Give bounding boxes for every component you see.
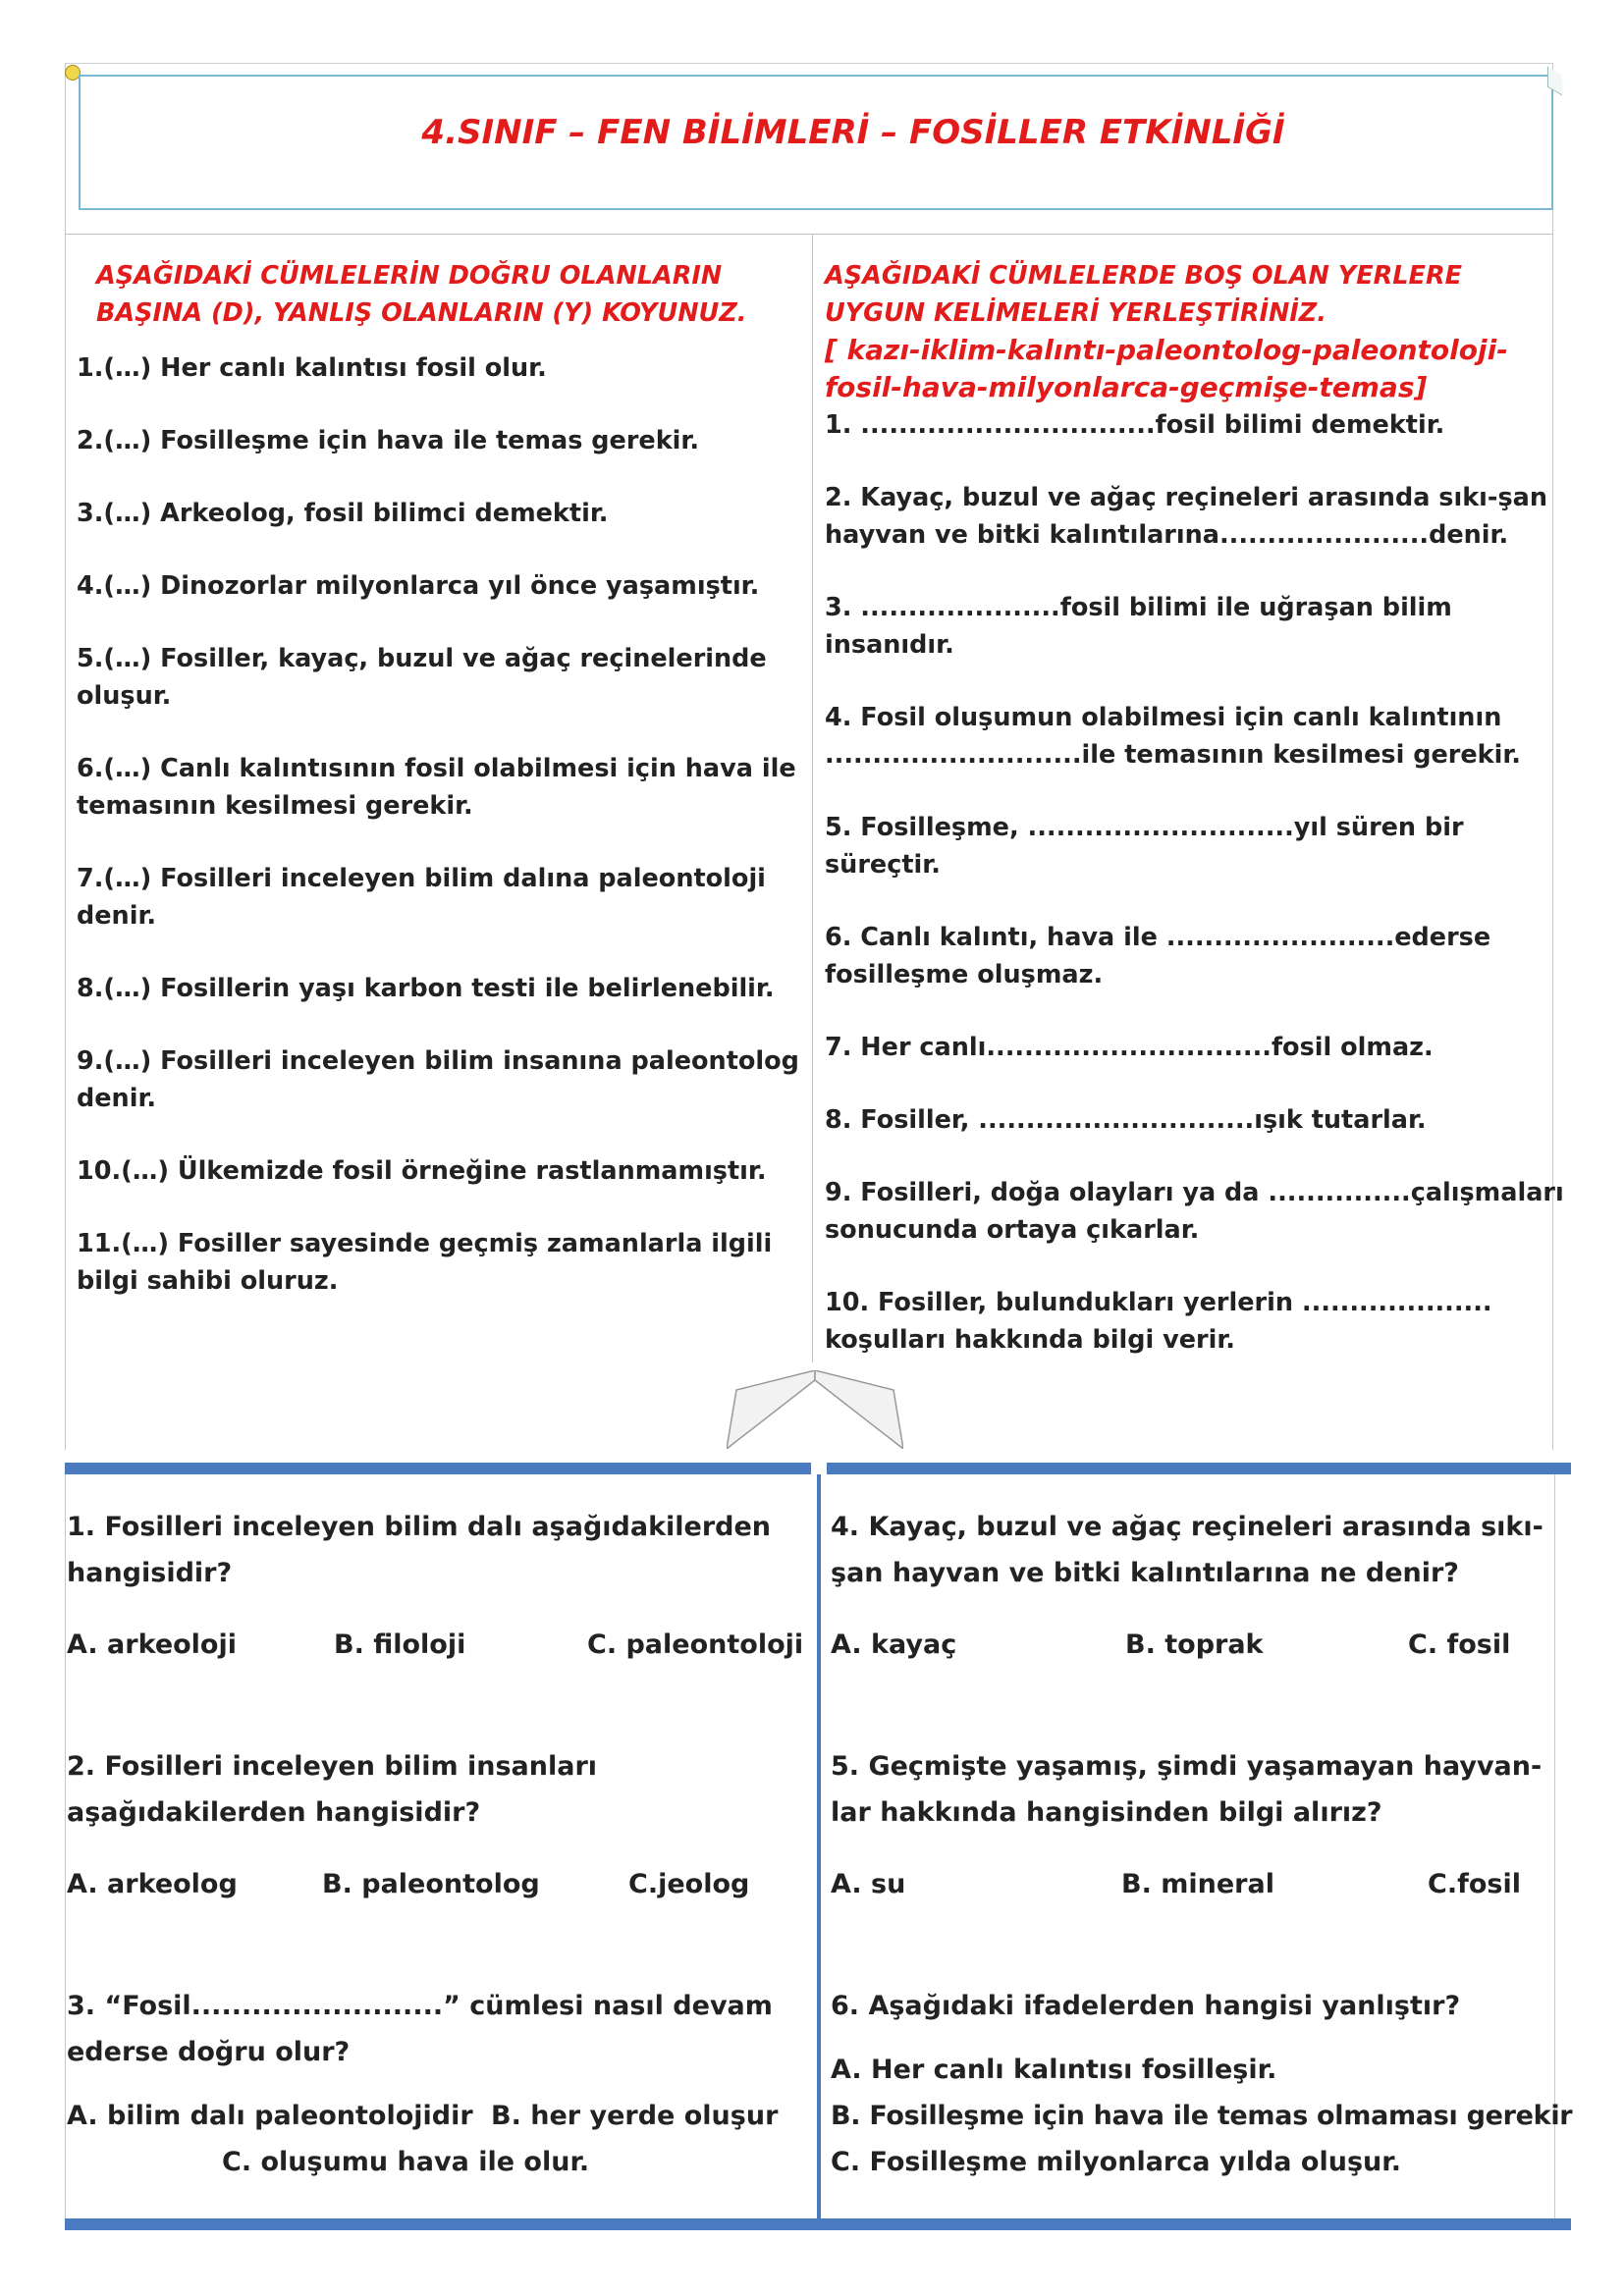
question-text: 6. Aşağıdaki ifadelerden hangisi yanlıştır? xyxy=(831,1991,1461,2021)
true-false-instruction: AŞAĞIDAKİ CÜMLELERİN DOĞRU OLANLARIN BAŞINA (D), YANLIŞ OLANLARIN (Y) KOYUNUZ. xyxy=(96,261,747,328)
fill-blank-item[interactable]: 1. ...............................fosil bilimi demektir. xyxy=(825,410,1445,440)
fill-blank-item[interactable]: 10. Fosiller, bulundukları yerlerin .................... koşulları hakkında bilgi verir. xyxy=(825,1288,1492,1355)
fill-blank-item[interactable]: 4. Fosil oluşumun olabilmesi için canlı kalıntının ...........................ile temasının kesilmesi gerekir. xyxy=(825,703,1521,770)
fill-blank-item[interactable]: 2. Kayaç, buzul ve ağaç reçineleri arasında sıkı-şan hayvan ve bitki kalıntılarına......................denir. xyxy=(825,483,1548,550)
answer-option[interactable]: C.jeolog xyxy=(628,1869,750,1899)
answer-option[interactable]: B. Fosilleşme için hava ile temas olmaması gerekir xyxy=(831,2101,1573,2131)
answer-option[interactable]: B. her yerde oluşur xyxy=(491,2101,779,2131)
fill-blank-item[interactable]: 9. Fosilleri, doğa olayları ya da ...............çalışmaları sonucunda ortaya çıkarlar. xyxy=(825,1178,1564,1245)
answer-option[interactable]: A. arkeolog xyxy=(67,1869,238,1899)
answer-option[interactable]: C.fosil xyxy=(1428,1869,1521,1899)
answer-option[interactable]: A. Her canlı kalıntısı fosilleşir. xyxy=(831,2055,1277,2085)
answer-option[interactable]: C. paleontoloji xyxy=(587,1629,804,1660)
answer-option[interactable]: C. Fosilleşme milyonlarca yılda oluşur. xyxy=(831,2147,1401,2177)
word-bank: [ kazı-iklim-kalıntı-paleontolog-paleontoloji-fosil-hava-milyonlarca-geçmişe-temas] xyxy=(825,334,1508,403)
fill-blank-instruction: AŞAĞIDAKİ CÜMLELERDE BOŞ OLAN YERLERE UYGUN KELİMELERİ YERLEŞTİRİNİZ. xyxy=(825,261,1462,328)
panel-divider-middle xyxy=(812,234,813,1362)
fill-blank-section xyxy=(825,257,1571,1394)
true-false-item[interactable]: 8.(…) Fosillerin yaşı karbon testi ile belirlenebilir. xyxy=(77,974,775,1003)
page-title: 4.SINIF – FEN BİLİMLERİ – FOSİLLER ETKİNLİĞİ xyxy=(421,113,1285,152)
true-false-item[interactable]: 11.(…) Fosiller sayesinde geçmiş zamanlarla ilgili bilgi sahibi oluruz. xyxy=(77,1229,773,1296)
fill-blank-item[interactable]: 7. Her canlı..............................fosil olmaz. xyxy=(825,1033,1434,1062)
divider-bar xyxy=(827,1463,1571,1474)
true-false-item[interactable]: 4.(…) Dinozorlar milyonlarca yıl önce yaşamıştır. xyxy=(77,571,760,601)
true-false-section xyxy=(77,257,803,1335)
answer-option[interactable]: A. arkeoloji xyxy=(67,1629,237,1660)
divider-bar xyxy=(65,1463,811,1474)
question-text: 4. Kayaç, buzul ve ağaç reçineleri arasında sıkı-şan hayvan ve bitki kalıntılarına ne denir? xyxy=(831,1512,1543,1588)
question-text: 5. Geçmişte yaşamış, şimdi yaşamayan hayvan-lar hakkında hangisinden bilgi alırız? xyxy=(831,1751,1543,1828)
true-false-item[interactable]: 1.(…) Her canlı kalıntısı fosil olur. xyxy=(77,353,547,383)
arrow-ornament-icon xyxy=(727,1370,903,1449)
answer-option[interactable]: A. kayaç xyxy=(831,1629,957,1660)
mcq-question-5 xyxy=(831,1743,1557,1907)
mcq-question-2 xyxy=(67,1743,823,1907)
panel-divider-top xyxy=(65,234,1553,235)
true-false-item[interactable]: 6.(…) Canlı kalıntısının fosil olabilmesi için hava ile temasının kesilmesi gerekir. xyxy=(77,754,796,821)
answer-option[interactable]: C. oluşumu hava ile olur. xyxy=(222,2147,590,2177)
answer-option[interactable]: C. fosil xyxy=(1408,1629,1511,1660)
fill-blank-item[interactable]: 8. Fosiller, .............................ışık tutarlar. xyxy=(825,1105,1427,1135)
true-false-item[interactable]: 2.(…) Fosilleşme için hava ile temas gerekir. xyxy=(77,426,700,455)
answer-option[interactable]: B. mineral xyxy=(1121,1869,1274,1899)
question-text: 3. “Fosil.........................” cümlesi nasıl devam ederse doğru olur? xyxy=(67,1991,773,2067)
mcq-question-6 xyxy=(831,1983,1573,2185)
fill-blank-item[interactable]: 3. .....................fosil bilimi ile uğraşan bilim insanıdır. xyxy=(825,593,1452,660)
title-banner-strip xyxy=(79,192,1553,210)
true-false-item[interactable]: 5.(…) Fosiller, kayaç, buzul ve ağaç reçinelerinde oluşur. xyxy=(77,644,767,711)
divider-bar xyxy=(65,2218,1571,2230)
answer-option[interactable]: A. su xyxy=(831,1869,906,1899)
answer-option[interactable]: B. paleontolog xyxy=(322,1869,540,1899)
true-false-item[interactable]: 9.(…) Fosilleri inceleyen bilim insanına paleontolog denir. xyxy=(77,1046,799,1113)
fill-blank-item[interactable]: 5. Fosilleşme, ............................yıl süren bir süreçtir. xyxy=(825,813,1464,880)
true-false-item[interactable]: 10.(…) Ülkemizde fosil örneğine rastlanmamıştır. xyxy=(77,1156,767,1186)
fill-blank-item[interactable]: 6. Canlı kalıntı, hava ile ........................ederse fosilleşme oluşmaz. xyxy=(825,923,1491,989)
question-text: 2. Fosilleri inceleyen bilim insanları aşağıdakilerden hangisidir? xyxy=(67,1751,598,1828)
mcq-question-4 xyxy=(831,1504,1557,1668)
mcq-question-3 xyxy=(67,1983,823,2185)
true-false-item[interactable]: 3.(…) Arkeolog, fosil bilimci demektir. xyxy=(77,499,609,528)
answer-option[interactable]: B. filoloji xyxy=(334,1629,466,1660)
mcq-question-1 xyxy=(67,1504,823,1668)
answer-option[interactable]: A. bilim dalı paleontolojidir xyxy=(67,2101,473,2131)
answer-option[interactable]: B. toprak xyxy=(1125,1629,1264,1660)
true-false-item[interactable]: 7.(…) Fosilleri inceleyen bilim dalına paleontoloji denir. xyxy=(77,864,766,931)
question-text: 1. Fosilleri inceleyen bilim dalı aşağıdakilerden hangisidir? xyxy=(67,1512,772,1588)
